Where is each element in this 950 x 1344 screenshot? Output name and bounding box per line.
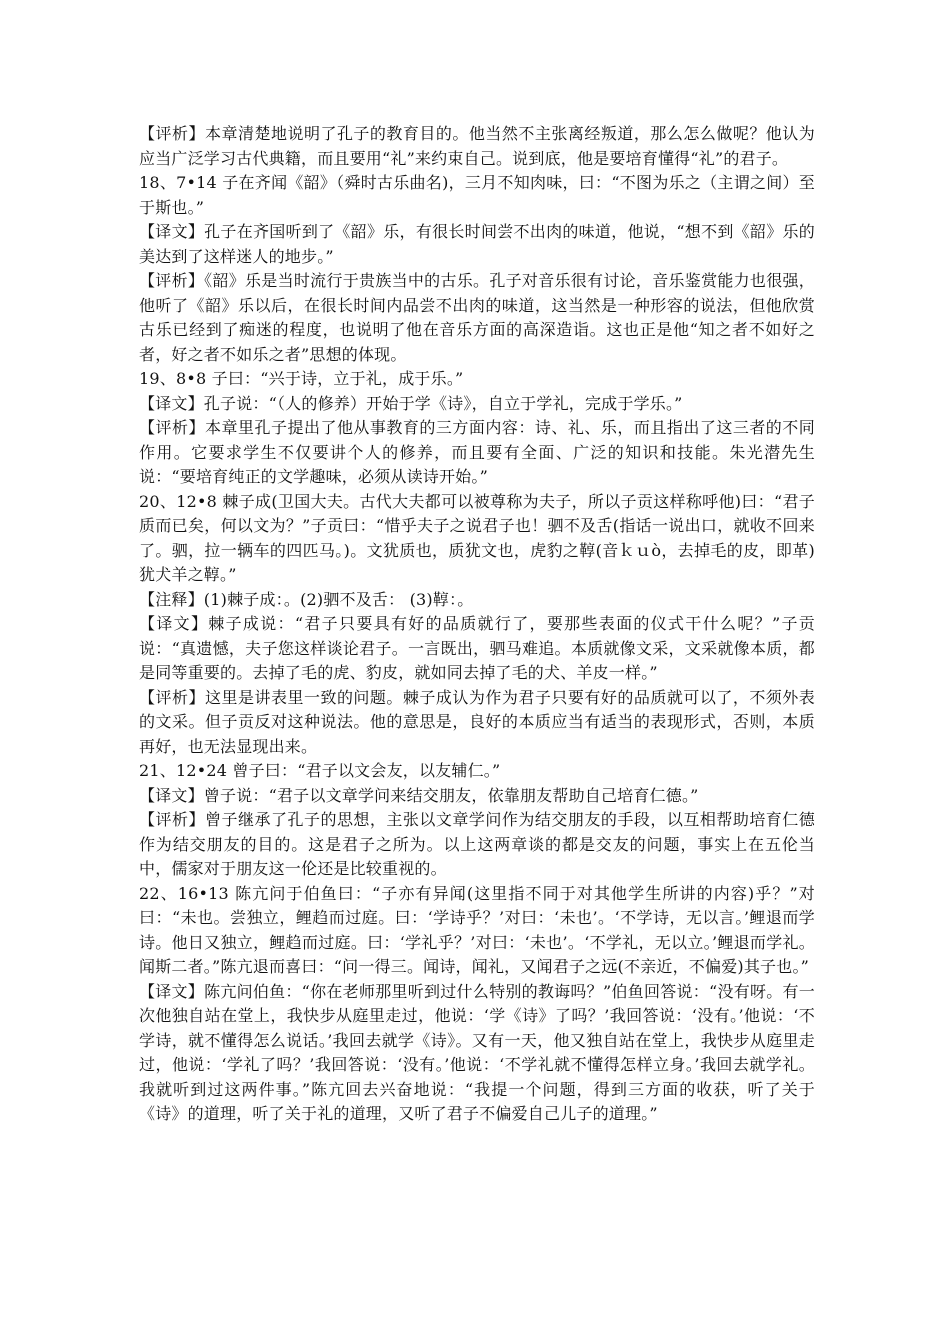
translation-paragraph: 【译文】孔子说：“（人的修养）开始于学《诗》，自立于学礼，完成于学乐。” bbox=[139, 393, 683, 413]
passage-21: 21、12•24 曾子曰：“君子以文会友，以友辅仁。” bbox=[139, 761, 501, 780]
commentary-paragraph: 【评析】这里是讲表里一致的问题。棘子成认为作为君子只要有好的品质就可以了，不须外表的文采。但子贡反对这种说法。他的意思是，良好的本质应当有适当的表现形式，否则，本质再好，也无法显现出来。 bbox=[139, 687, 815, 756]
translation-paragraph: 【译文】棘子成说：“君子只要具有好的品质就行了，要那些表面的仪式干什么呢？”子贡说：“真遗憾，夫子您这样谈论君子。一言既出，驷马难追。本质就像文采，文采就像本质，都是同等重要的。去掉了毛的虎、豹皮，就如同去掉了毛的犬、羊皮一样。” bbox=[139, 614, 815, 682]
passage-22: 22、16•13 陈亢问于伯鱼曰：“子亦有异闻(这里指不同于对其他学生所讲的内容)乎？”对曰：“未也。尝独立，鲤趋而过庭。曰：‘学诗乎？’对曰：‘未也’。‘不学诗，无以言。’鲤退而学诗。他日又独立，鲤趋而过庭。曰：‘学礼乎？’对曰：‘未也’。‘不学礼，无以立。’鲤退而学礼。闻斯二者。”陈亢退而喜曰：“问一得三。闻诗，闻礼，又闻君子之远(不亲近，不偏爱)其子也。” bbox=[139, 883, 815, 976]
translation-paragraph: 【译文】曾子说：“君子以文章学问来结交朋友，依靠朋友帮助自己培育仁德。” bbox=[139, 785, 699, 805]
commentary-paragraph: 【评析】曾子继承了孔子的思想，主张以文章学问作为结交朋友的手段，以互相帮助培育仁德作为结交朋友的目的。这是君子之所为。以上这两章谈的都是交友的问题，事实上在五伦当中，儒家对于朋友这一伦还是比较重视的。 bbox=[139, 810, 815, 878]
document-page bbox=[139, 122, 815, 1127]
commentary-paragraph: 【评析】本章清楚地说明了孔子的教育目的。他当然不主张离经叛道，那么怎么做呢？他认为应当广泛学习古代典籍，而且要用“礼”来约束自己。说到底，他是要培育懂得“礼”的君子。 bbox=[139, 124, 815, 168]
passage-20: 20、12•8 棘子成(卫国大夫。古代大夫都可以被尊称为夫子，所以子贡这样称呼他)曰：“君子质而已矣，何以文为？”子贡曰：“惜乎夫子之说君子也！驷不及舌(指话一说出口，就收不回来了。驷，拉一辆车的四匹马。)。文犹质也，质犹文也，虎豹之鞟(音ｋｕò，去掉毛的皮，即革)犹犬羊之鞟。” bbox=[139, 491, 815, 584]
passage-18: 18、7•14 子在齐闻《韶》（舜时古乐曲名)，三月不知肉味，曰：“不图为乐之（主谓之间）至于斯也。” bbox=[139, 173, 815, 217]
translation-paragraph: 【译文】孔子在齐国听到了《韶》乐，有很长时间尝不出肉的味道，他说，“想不到《韶》乐的美达到了这样迷人的地步。” bbox=[139, 222, 815, 266]
notes-paragraph: 【注释】(1)棘子成：。(2)驷不及舌： (3)鞟：。 bbox=[139, 589, 474, 609]
commentary-paragraph: 【评析】《韶》乐是当时流行于贵族当中的古乐。孔子对音乐很有讨论，音乐鉴赏能力也很强，他听了《韶》乐以后，在很长时间内品尝不出肉的味道，这当然是一种形容的说法，但他欣赏古乐已经到了痴迷的程度，也说明了他在音乐方面的高深造诣。这也正是他“知之者不如好之者，好之者不如乐之者”思想的体现。 bbox=[139, 271, 815, 364]
translation-paragraph: 【译文】陈亢问伯鱼：“你在老师那里听到过什么特别的教诲吗？”伯鱼回答说：“没有呀。有一次他独自站在堂上，我快步从庭里走过，他说：‘学《诗》了吗？’我回答说：‘没有。’他说：‘不学诗，就不懂得怎么说话。’我回去就学《诗》。又有一天，他又独自站在堂上，我快步从庭里走过，他说：‘学礼了吗？’我回答说：‘没有。’他说：‘不学礼就不懂得怎样立身。’我回去就学礼。我就听到过这两件事。”陈亢回去兴奋地说：“我提一个问题，得到三方面的收获，听了关于《诗》的道理，听了关于礼的道理，又听了君子不偏爱自己儿子的道理。” bbox=[139, 981, 815, 1123]
passage-19: 19、8•8 子曰：“兴于诗，立于礼，成于乐。” bbox=[139, 369, 464, 388]
commentary-paragraph: 【评析】本章里孔子提出了他从事教育的三方面内容：诗、礼、乐，而且指出了这三者的不同作用。它要求学生不仅要讲个人的修养，而且要有全面、广泛的知识和技能。朱光潜先生说：“要培育纯正的文学趣味，必须从读诗开始。” bbox=[139, 418, 815, 486]
